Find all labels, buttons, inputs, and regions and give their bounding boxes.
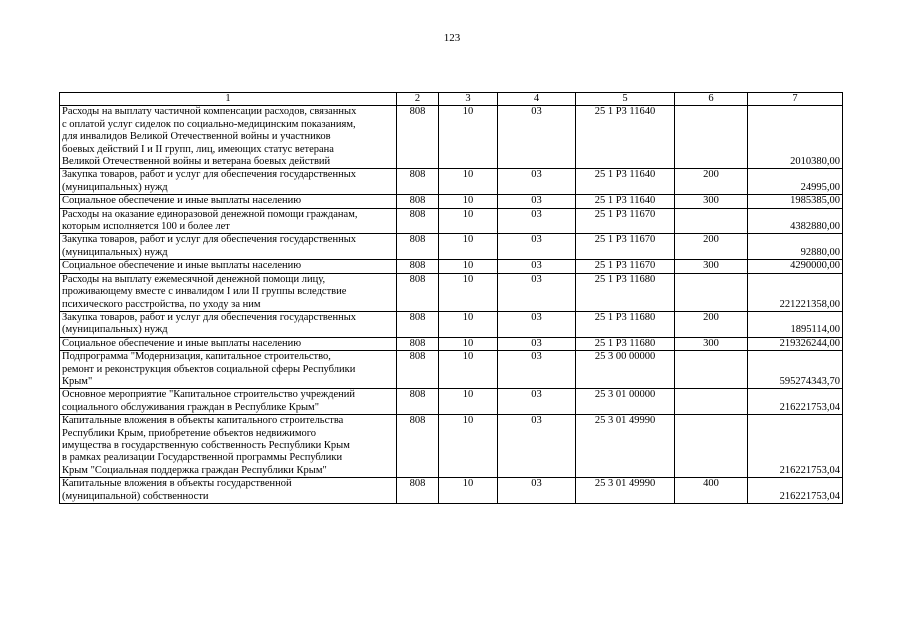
page-number: 123 <box>443 32 461 44</box>
ministry-code-cell: 808 <box>397 311 439 337</box>
row-name-cell: Закупка товаров, работ и услуг для обеспечения государственных (муниципальных) нужд <box>60 311 397 337</box>
row-name-cell: Расходы на выплату частичной компенсации расходов, связанных с оплатой услуг сиделок по социально-медицинским показаниям, для инвалидов Великой Отечественной войны и участников боевых действий I и II групп, лиц, имеющих статус ветерана Великой Отечественной войны и ветерана боевых действий <box>60 106 397 169</box>
amount-cell: 216221753,04 <box>748 415 843 478</box>
row-name-cell: Основное мероприятие "Капитальное строительство учреждений социального обслуживания граждан в Республике Крым" <box>60 389 397 415</box>
amount-cell: 4290000,00 <box>748 260 843 273</box>
amount-cell: 92880,00 <box>748 234 843 260</box>
ministry-code-cell: 808 <box>397 234 439 260</box>
expense-type-cell <box>675 273 748 311</box>
target-article-cell: 25 1 Р3 11670 <box>576 234 675 260</box>
expense-type-cell <box>675 106 748 169</box>
row-name-cell: Социальное обеспечение и иные выплаты населению <box>60 195 397 208</box>
subsection-code-cell: 03 <box>498 195 576 208</box>
subsection-code-cell: 03 <box>498 337 576 350</box>
table-header-row <box>60 93 843 106</box>
column-header: 6 <box>675 93 748 106</box>
expense-type-cell <box>675 351 748 389</box>
ministry-code-cell: 808 <box>397 260 439 273</box>
subsection-code-cell: 03 <box>498 415 576 478</box>
amount-cell: 2010380,00 <box>748 106 843 169</box>
amount-cell: 216221753,04 <box>748 389 843 415</box>
row-name-cell: Расходы на выплату ежемесячной денежной помощи лицу, проживающему вместе с инвалидом I или II группы вследствие психического расстройства, по уходу за ним <box>60 273 397 311</box>
section-code-cell: 10 <box>439 169 498 195</box>
amount-cell: 221221358,00 <box>748 273 843 311</box>
expense-type-cell <box>675 415 748 478</box>
expense-type-cell: 200 <box>675 234 748 260</box>
column-header: 2 <box>397 93 439 106</box>
expense-type-cell <box>675 389 748 415</box>
section-code-cell: 10 <box>439 208 498 234</box>
amount-cell: 1895114,00 <box>748 311 843 337</box>
ministry-code-cell: 808 <box>397 208 439 234</box>
table-row <box>60 208 843 234</box>
ministry-code-cell: 808 <box>397 415 439 478</box>
target-article-cell: 25 1 Р3 11670 <box>576 208 675 234</box>
expense-type-cell: 300 <box>675 195 748 208</box>
section-code-cell: 10 <box>439 106 498 169</box>
amount-cell: 595274343,70 <box>748 351 843 389</box>
table-row <box>60 311 843 337</box>
target-article-cell: 25 1 Р3 11670 <box>576 260 675 273</box>
target-article-cell: 25 3 01 00000 <box>576 389 675 415</box>
section-code-cell: 10 <box>439 234 498 260</box>
expense-type-cell: 400 <box>675 478 748 504</box>
ministry-code-cell: 808 <box>397 337 439 350</box>
target-article-cell: 25 3 00 00000 <box>576 351 675 389</box>
table-row <box>60 478 843 504</box>
section-code-cell: 10 <box>439 415 498 478</box>
subsection-code-cell: 03 <box>498 389 576 415</box>
table-row <box>60 260 843 273</box>
amount-cell: 4382880,00 <box>748 208 843 234</box>
target-article-cell: 25 1 Р3 11680 <box>576 311 675 337</box>
section-code-cell: 10 <box>439 273 498 311</box>
ministry-code-cell: 808 <box>397 273 439 311</box>
table-row <box>60 106 843 169</box>
subsection-code-cell: 03 <box>498 478 576 504</box>
table-row <box>60 337 843 350</box>
target-article-cell: 25 1 Р3 11640 <box>576 169 675 195</box>
subsection-code-cell: 03 <box>498 273 576 311</box>
ministry-code-cell: 808 <box>397 195 439 208</box>
target-article-cell: 25 1 Р3 11680 <box>576 337 675 350</box>
expense-type-cell: 300 <box>675 337 748 350</box>
column-header: 3 <box>439 93 498 106</box>
table-row <box>60 389 843 415</box>
column-header: 1 <box>60 93 397 106</box>
target-article-cell: 25 3 01 49990 <box>576 415 675 478</box>
subsection-code-cell: 03 <box>498 234 576 260</box>
table-row <box>60 415 843 478</box>
subsection-code-cell: 03 <box>498 260 576 273</box>
subsection-code-cell: 03 <box>498 351 576 389</box>
section-code-cell: 10 <box>439 195 498 208</box>
ministry-code-cell: 808 <box>397 106 439 169</box>
section-code-cell: 10 <box>439 389 498 415</box>
section-code-cell: 10 <box>439 260 498 273</box>
ministry-code-cell: 808 <box>397 389 439 415</box>
section-code-cell: 10 <box>439 311 498 337</box>
ministry-code-cell: 808 <box>397 169 439 195</box>
table-row <box>60 351 843 389</box>
subsection-code-cell: 03 <box>498 106 576 169</box>
section-code-cell: 10 <box>439 478 498 504</box>
section-code-cell: 10 <box>439 337 498 350</box>
row-name-cell: Капитальные вложения в объекты капитального строительства Республики Крым, приобретение объектов недвижимого имущества в государственную собственность Республики Крым в рамках реализации Государственной программы Республики Крым "Социальная поддержка граждан Республики Крым" <box>60 415 397 478</box>
subsection-code-cell: 03 <box>498 311 576 337</box>
expense-type-cell: 200 <box>675 169 748 195</box>
amount-cell: 1985385,00 <box>748 195 843 208</box>
row-name-cell: Закупка товаров, работ и услуг для обеспечения государственных (муниципальных) нужд <box>60 234 397 260</box>
table-body <box>60 93 843 504</box>
amount-cell: 216221753,04 <box>748 478 843 504</box>
ministry-code-cell: 808 <box>397 478 439 504</box>
table-row <box>60 273 843 311</box>
ministry-code-cell: 808 <box>397 351 439 389</box>
target-article-cell: 25 3 01 49990 <box>576 478 675 504</box>
row-name-cell: Социальное обеспечение и иные выплаты населению <box>60 260 397 273</box>
table-row <box>60 234 843 260</box>
expense-type-cell <box>675 208 748 234</box>
table-row <box>60 169 843 195</box>
row-name-cell: Капитальные вложения в объекты государственной (муниципальной) собственности <box>60 478 397 504</box>
column-header: 4 <box>498 93 576 106</box>
section-code-cell: 10 <box>439 351 498 389</box>
amount-cell: 24995,00 <box>748 169 843 195</box>
subsection-code-cell: 03 <box>498 208 576 234</box>
column-header: 7 <box>748 93 843 106</box>
expense-type-cell: 200 <box>675 311 748 337</box>
row-name-cell: Закупка товаров, работ и услуг для обеспечения государственных (муниципальных) нужд <box>60 169 397 195</box>
row-name-cell: Подпрограмма "Модернизация, капитальное строительство, ремонт и реконструкция объектов социальной сферы Республики Крым" <box>60 351 397 389</box>
row-name-cell: Социальное обеспечение и иные выплаты населению <box>60 337 397 350</box>
amount-cell: 219326244,00 <box>748 337 843 350</box>
row-name-cell: Расходы на оказание единоразовой денежной помощи гражданам, которым исполняется 100 и более лет <box>60 208 397 234</box>
target-article-cell: 25 1 Р3 11680 <box>576 273 675 311</box>
target-article-cell: 25 1 Р3 11640 <box>576 106 675 169</box>
expense-type-cell: 300 <box>675 260 748 273</box>
table-row <box>60 195 843 208</box>
target-article-cell: 25 1 Р3 11640 <box>576 195 675 208</box>
subsection-code-cell: 03 <box>498 169 576 195</box>
column-header: 5 <box>576 93 675 106</box>
budget-table <box>59 92 843 504</box>
